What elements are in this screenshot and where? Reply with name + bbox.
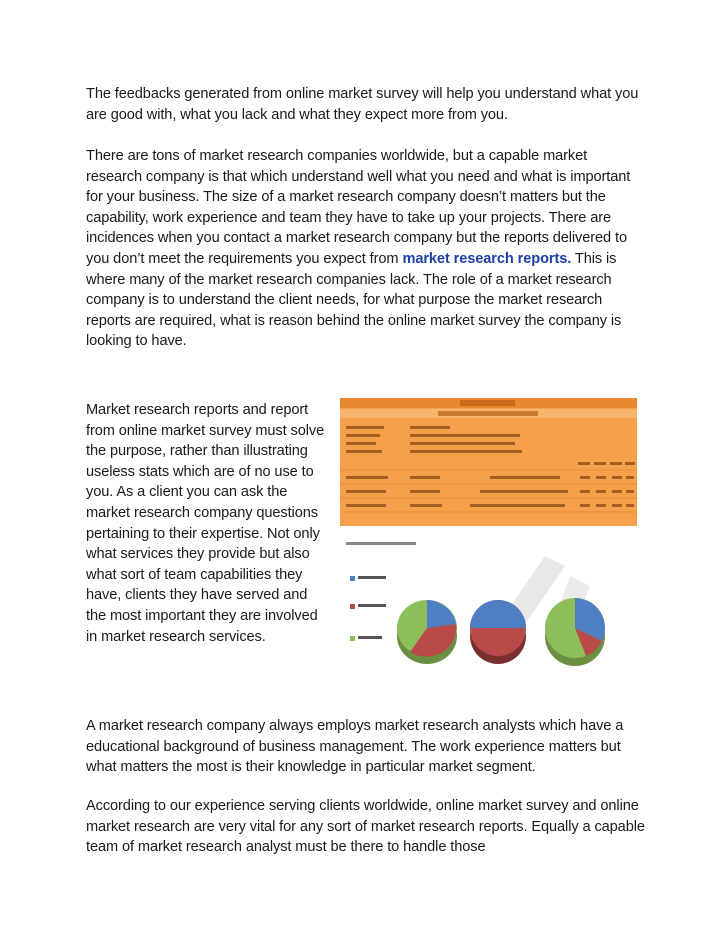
- paragraph-companies-text-2: This is where many of the market research companies lack. The role of a market research company is to understand the client needs, for what purpose the market research reports are required, what is reason behind the online market survey the company is looking to have.: [86, 250, 622, 350]
- paragraph-experience: According to our experience serving clients worldwide, online market survey and online market research are very vital for any sort of market research reports. Equally a capable team of market research analyst must be there to handle those: [86, 798, 645, 856]
- market-research-reports-link[interactable]: market research reports.: [402, 250, 572, 267]
- paragraph-analysts: A market research company always employs market research analysts which have a educational background of business management. The work experience matters but what matters the most is their knowledge in particular market segment.: [86, 718, 624, 776]
- paragraph-companies: [86, 146, 646, 352]
- pie-chart-2: [470, 600, 526, 664]
- report-figure: [340, 398, 637, 682]
- report-table-image: [340, 398, 637, 526]
- paragraph-companies-text-1: There are tons of market research companies worldwide, but a capable market research company is that which understand well what you need and what is important for your business. The size of a market research company doesn’t matters but the capability, work experience and team they have to take up your projects. There are incidences when you contact a market research company but the reports delivered to you don’t meet the requirements you expect from: [86, 148, 631, 267]
- pie-charts-image: [340, 536, 637, 682]
- paragraph-feedbacks: The feedbacks generated from online market survey will help you understand what you are good with, what you lack and what they expect more from you.: [86, 86, 639, 123]
- paragraph-reports-purpose: Market research reports and report from online market survey must solve the purpose, rather than illustrating useless stats which are of no use to you. As a client you can ask the market research company questions pertaining to their expertise. Not only what services they provide but also what sort of team capabilities they have, clients they have served and the most important they are involved in market research services.: [86, 402, 325, 645]
- pie-chart-3: [545, 598, 605, 666]
- pie-chart-1: [397, 600, 457, 664]
